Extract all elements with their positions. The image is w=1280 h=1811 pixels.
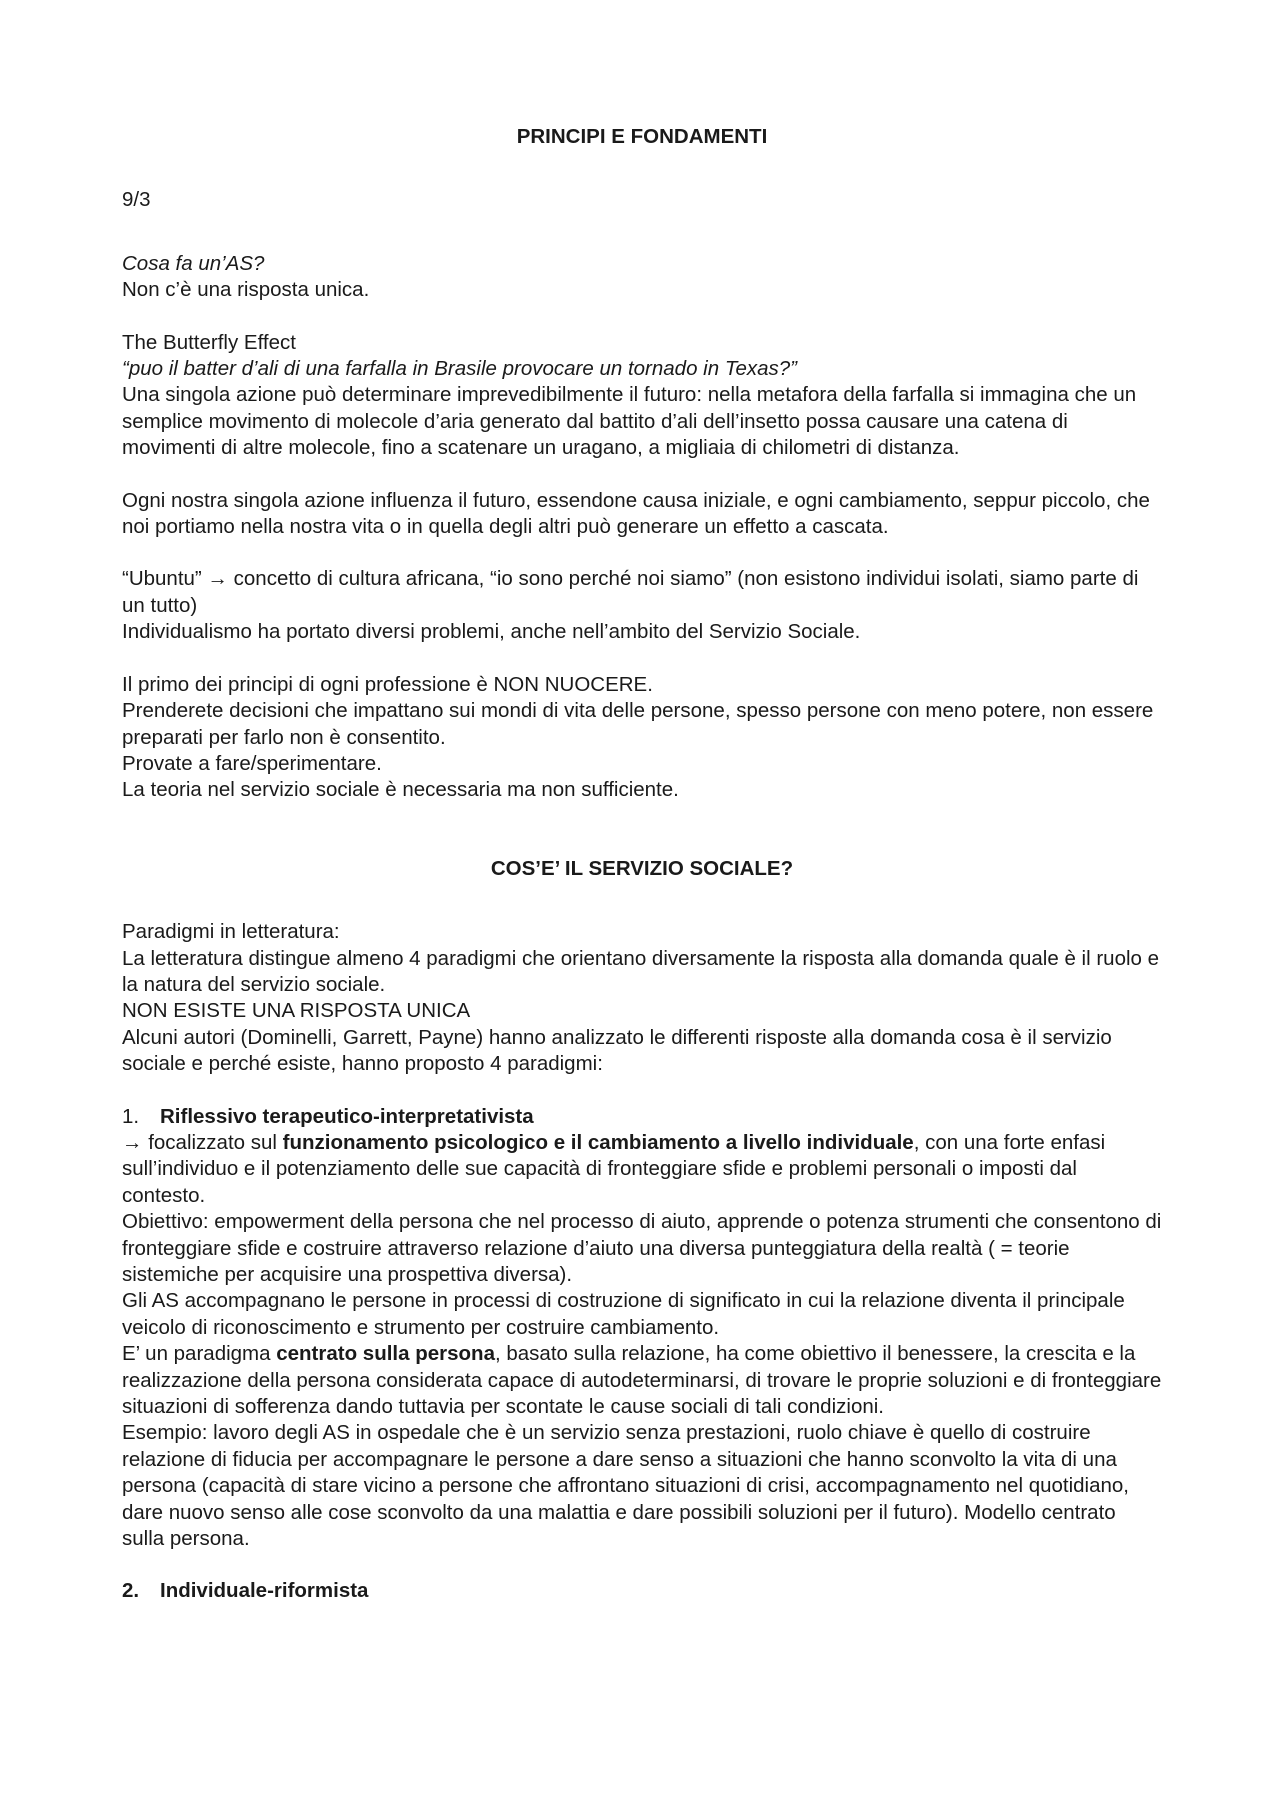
- paradigm-1-number: 1.: [122, 1104, 140, 1128]
- paradigm-1-focus: [122, 1130, 1162, 1209]
- paradigm-2-heading: [122, 1578, 1162, 1604]
- page-title: PRINCIPI E FONDAMENTI: [516, 125, 768, 148]
- principle-line: Provate a fare/sperimentare.: [122, 751, 382, 775]
- focus-suffix: , con una forte enfasi sull’individuo e il potenziamento delle sue capacità di fronteggiare sfide e problemi personali o imposti dal contesto.: [122, 1130, 1106, 1207]
- paradigm-bold: centrato sulla persona: [276, 1342, 495, 1366]
- ubuntu-line-2: Individualismo ha portato diversi problemi, anche nell’ambito del Servizio Sociale.: [122, 620, 861, 644]
- section-line: Alcuni autori (Dominelli, Garrett, Payne) hanno analizzato le differenti risposte alla domanda cosa è il servizio sociale e perché esiste, hanno proposto 4 paradigmi:: [122, 1025, 1112, 1076]
- paradigm-1-title: Riflessivo terapeutico-interpretativista: [160, 1104, 534, 1128]
- paradigm-2-title: Individuale-riformista: [160, 1579, 369, 1603]
- principle-line: Prenderete decisioni che impattano sui mondi di vita delle persone, spesso persone con meno potere, non essere preparati per farlo non è consentito.: [122, 699, 1154, 749]
- butterfly-text: Una singola azione può determinare imprevedibilmente il futuro: nella metafora della farfalla si immagina che un semplice movimento di molecole d’aria generato dal battito d’ali dell’insetto possa causare una catena di movimenti di altre molecole, fino a scatenare un uragano, a migliaia di chilometri di distanza.: [122, 383, 1137, 460]
- paradigm-2-number: 2.: [122, 1579, 140, 1603]
- principle-line: La teoria nel servizio sociale è necessaria ma non sufficiente.: [122, 778, 679, 802]
- intro-question: Cosa fa un’AS?: [122, 251, 265, 275]
- intro-answer: Non c’è una risposta unica.: [122, 278, 370, 302]
- butterfly-quote: “puo il batter d’ali di una farfalla in Brasile provocare un tornado in Texas?”: [122, 357, 797, 381]
- paradigm-1-description: [122, 1341, 1162, 1420]
- date: 9/3: [122, 188, 151, 212]
- paradigm-1-objective: Obiettivo: empowerment della persona che nel processo di aiuto, apprende o potenza strumenti che consentono di fronteggiare sfide e costruire attraverso relazione d’aiuto una diversa punteggiatura della realtà ( = teorie sistemiche per acquisire una prospettiva diversa).: [122, 1210, 1162, 1286]
- principle-line: Il primo dei principi di ogni professione è NON NUOCERE.: [122, 672, 653, 696]
- paradigm-1-example: Esempio: lavoro degli AS in ospedale che è un servizio senza prestazioni, ruolo chiave è quello di costruire relazione di fiducia per accompagnare le persone a dare senso a situazioni che hanno sconvolto la vita di una persona (capacità di stare vicino a persone che affrontano situazioni di crisi, accompagnamento nel quotidiano, dare nuovo senso alle cose sconvolto da una malattia e dare possibili soluzioni per il futuro). Modello centrato sulla persona.: [122, 1421, 1130, 1551]
- paradigm-suffix: , basato sulla relazione, ha come obiettivo il benessere, la crescita e la realizzazione della persona considerata capace di autodeterminarsi, di trovare le proprie soluzioni e di fronteggiare situazioni di sofferenza dando tuttavia per scontate le cause sociali di tali condizioni.: [122, 1342, 1162, 1419]
- paradigm-1-heading: [122, 1104, 1162, 1130]
- ubuntu-line-1: “Ubuntu” → concetto di cultura africana, “io sono perché noi siamo” (non esistono individui isolati, siamo parte di un tutto): [122, 567, 1139, 617]
- section-heading: COS’E’ IL SERVIZIO SOCIALE?: [490, 856, 794, 880]
- focus-prefix: → focalizzato sul: [122, 1130, 283, 1154]
- focus-bold: funzionamento psicologico e il cambiamento a livello individuale: [282, 1130, 914, 1154]
- influence-paragraph: Ogni nostra singola azione influenza il futuro, essendone causa iniziale, e ogni cambiamento, seppur piccolo, che noi portiamo nella nostra vita o in quella degli altri può generare un effetto a cascata.: [122, 488, 1150, 539]
- section-line: La letteratura distingue almeno 4 paradigmi che orientano diversamente la risposta alla domanda quale è il ruolo e la natura del servizio sociale.: [122, 946, 1160, 996]
- section-line: Paradigmi in letteratura:: [122, 920, 340, 944]
- section-line: NON ESISTE UNA RISPOSTA UNICA: [122, 999, 471, 1023]
- butterfly-title: The Butterfly Effect: [122, 330, 296, 354]
- paradigm-1-as-text: Gli AS accompagnano le persone in processi di costruzione di significato in cui la relazione diventa il principale veicolo di riconoscimento e strumento per costruire cambiamento.: [122, 1289, 1125, 1339]
- document-body: [122, 124, 1162, 1605]
- paradigm-prefix: E’ un paradigma: [122, 1342, 277, 1366]
